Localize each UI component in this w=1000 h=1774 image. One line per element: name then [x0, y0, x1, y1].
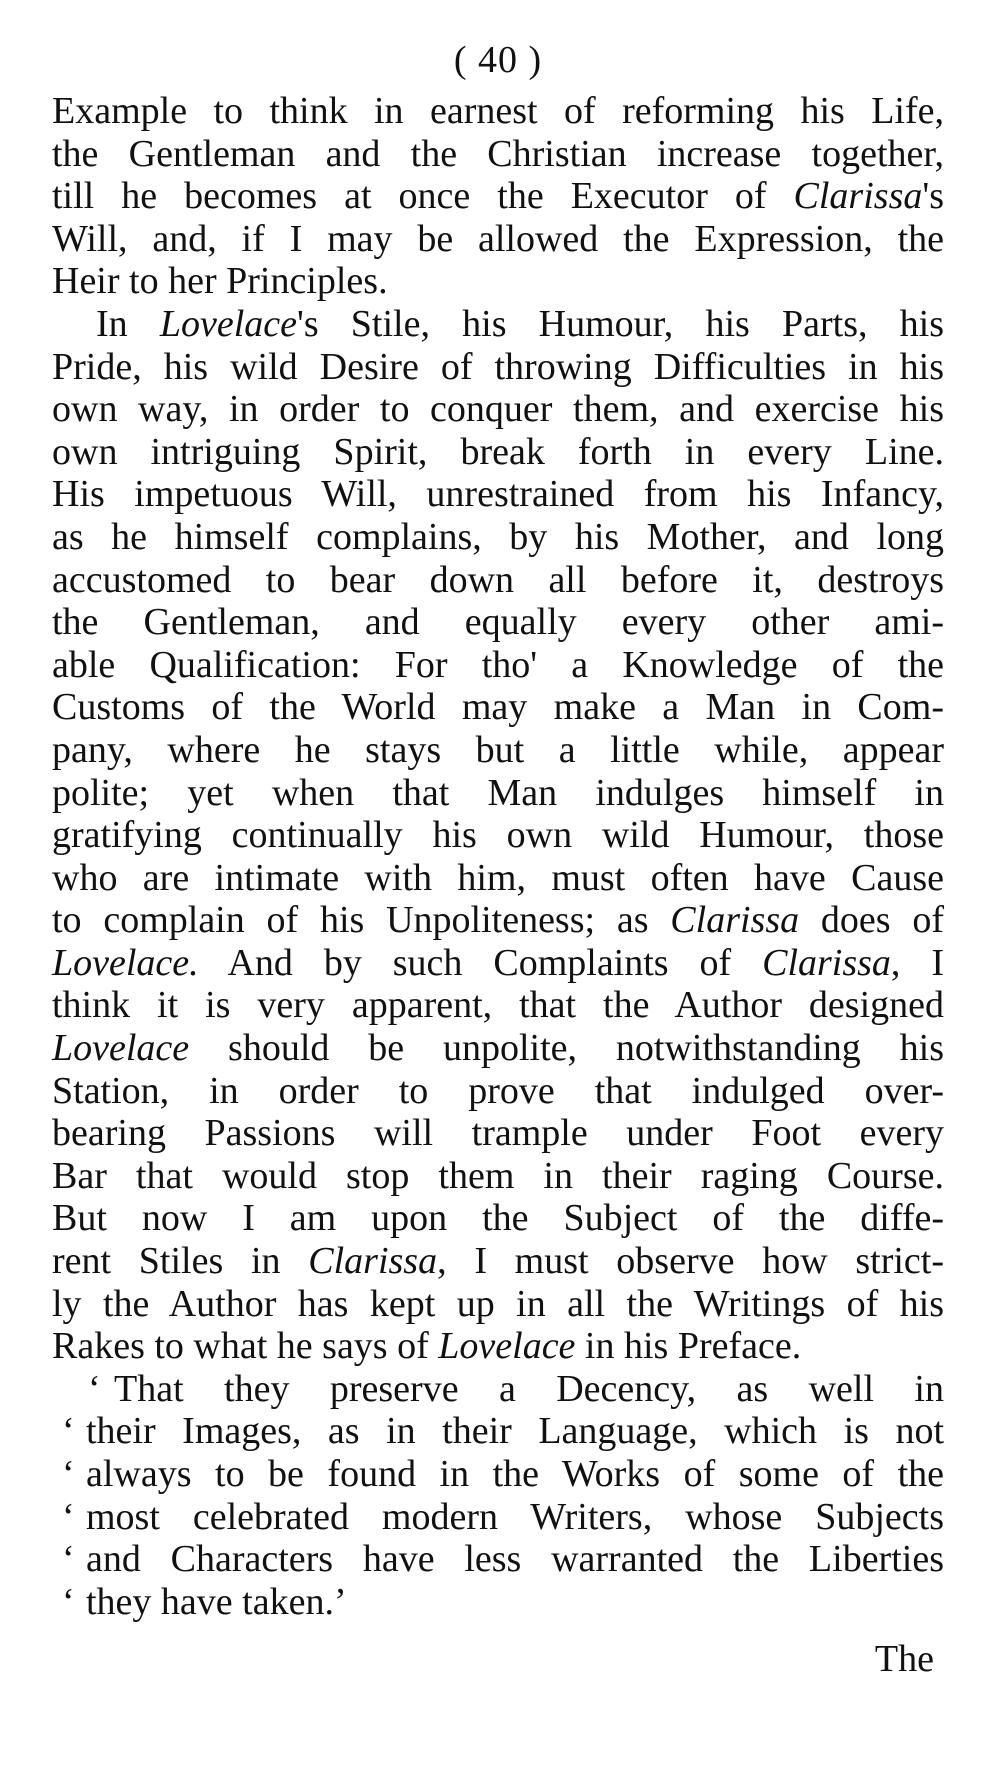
text-line — [52, 260, 944, 303]
text-line — [52, 218, 944, 261]
text-run: own way, in order to conquer them, and exercise his — [52, 388, 944, 431]
book-page — [52, 30, 944, 1687]
text-line — [52, 431, 944, 474]
text-run: pany, where he stays but a little while, appear — [52, 728, 944, 771]
text-run: the Gentleman, and equally every other ami- — [52, 601, 944, 644]
text-line — [52, 346, 944, 389]
text-line — [52, 90, 944, 133]
text-run: That they preserve a Decency, as well in — [114, 1367, 944, 1410]
text-run: as he himself complains, by his Mother, and long — [52, 515, 944, 558]
quotation-mark: ‘ — [62, 1495, 75, 1538]
quotation-mark: ‘ — [62, 1538, 75, 1581]
text-line — [52, 729, 944, 772]
text-run: gratifying continually his own wild Humour, those — [52, 814, 944, 857]
text-run: own intriguing Spirit, break forth in every Line. — [52, 430, 944, 473]
text-line — [52, 516, 944, 559]
text-line — [52, 1581, 944, 1624]
text-line — [52, 1197, 944, 1240]
text-line — [52, 984, 944, 1027]
text-line — [52, 942, 944, 985]
text-line — [52, 1410, 944, 1453]
text-line — [52, 1027, 944, 1070]
quotation-mark: ‘ — [88, 1367, 101, 1410]
text-run: to complain of his Unpoliteness; as — [52, 899, 671, 942]
preface-quotation — [52, 1368, 944, 1624]
italic-name: Lovelace. — [52, 941, 199, 984]
italic-name: Lovelace — [438, 1325, 576, 1368]
text-run: In — [96, 302, 160, 345]
text-run: , I must observe how strict- — [437, 1240, 944, 1283]
text-run: does of — [799, 899, 944, 942]
text-line — [52, 772, 944, 815]
italic-name: Lovelace — [52, 1027, 190, 1070]
text-run: their Images, as in their Language, which is not — [86, 1410, 944, 1453]
text-run: Customs of the World may make a Man in Com- — [52, 686, 944, 729]
text-line — [52, 473, 944, 516]
text-line — [52, 814, 944, 857]
text-run: should be unpolite, notwithstanding his — [189, 1027, 944, 1070]
text-line — [52, 1538, 944, 1581]
text-run: And by such Complaints of — [198, 941, 763, 984]
text-run: Pride, his wild Desire of throwing Difficulties in his — [52, 345, 944, 388]
text-run: ly the Author has kept up in all the Writings of his — [52, 1282, 944, 1325]
text-run: rent Stiles in — [52, 1240, 309, 1283]
text-line — [52, 1368, 944, 1411]
text-run: who are intimate with him, must often have Cause — [52, 856, 944, 899]
text-run: think it is very apparent, that the Author designed — [52, 984, 944, 1027]
page-number: ( 40 ) — [453, 39, 543, 81]
text-line — [52, 1283, 944, 1326]
text-run: in his Preface. — [575, 1325, 802, 1368]
text-line — [52, 559, 944, 602]
paragraph-lovelace-stile — [52, 303, 944, 1368]
quotation-mark: ‘ — [62, 1410, 75, 1453]
text-run: Rakes to what he says of — [52, 1325, 439, 1368]
text-line — [52, 1325, 944, 1368]
text-run: 's — [922, 175, 944, 218]
text-run: most celebrated modern Writers, whose Subjects — [86, 1495, 944, 1538]
paragraph-continuation — [52, 90, 944, 303]
text-line — [52, 1240, 944, 1283]
text-line — [52, 644, 944, 687]
text-line — [52, 686, 944, 729]
italic-name: Clarissa — [670, 899, 800, 942]
text-line — [52, 388, 944, 431]
text-run: Heir to her Principles. — [52, 260, 388, 303]
text-run: His impetuous Will, unrestrained from his Infancy, — [52, 473, 944, 516]
quotation-mark: ‘ — [62, 1453, 75, 1495]
text-line — [52, 1112, 944, 1155]
text-run: 's Stile, his Humour, his Parts, his — [296, 302, 944, 345]
italic-name: Clarissa — [308, 1240, 438, 1283]
text-run: Example to think in earnest of reforming his Life, — [52, 90, 944, 132]
text-run: and Characters have less warranted the Liberties — [86, 1538, 944, 1581]
text-run: accustomed to bear down all before it, destroys — [52, 558, 944, 601]
text-line — [52, 1155, 944, 1198]
text-line — [52, 303, 944, 346]
text-line — [52, 133, 944, 176]
text-line — [52, 899, 944, 942]
text-line — [52, 175, 944, 218]
text-run: Station, in order to prove that indulged over- — [52, 1069, 944, 1112]
text-run: always to be found in the Works of some of the — [86, 1453, 944, 1495]
quotation-mark: ‘ — [62, 1580, 75, 1623]
text-line — [52, 1453, 944, 1496]
text-run: till he becomes at once the Executor of — [52, 175, 794, 218]
italic-name: Clarissa — [793, 175, 923, 218]
text-line — [52, 1070, 944, 1113]
text-run: the Gentleman and the Christian increase together, — [52, 132, 944, 175]
text-run: But now I am upon the Subject of the diffe- — [52, 1197, 944, 1240]
text-run: bearing Passions will trample under Foot every — [52, 1112, 944, 1155]
catchword: The — [874, 1638, 934, 1681]
text-line — [52, 1496, 944, 1539]
text-run: Will, and, if I may be allowed the Expression, the — [52, 217, 944, 260]
text-run: they have taken.’ — [86, 1580, 347, 1623]
italic-name: Lovelace — [159, 302, 297, 345]
text-run: , I — [890, 941, 945, 984]
italic-name: Clarissa — [762, 941, 891, 984]
text-line — [52, 857, 944, 900]
text-run: polite; yet when that Man indulges himself in — [52, 771, 944, 814]
text-line — [52, 601, 944, 644]
text-run: able Qualification: For tho' a Knowledge of the — [52, 643, 944, 686]
text-run: Bar that would stop them in their raging Course. — [52, 1154, 944, 1197]
